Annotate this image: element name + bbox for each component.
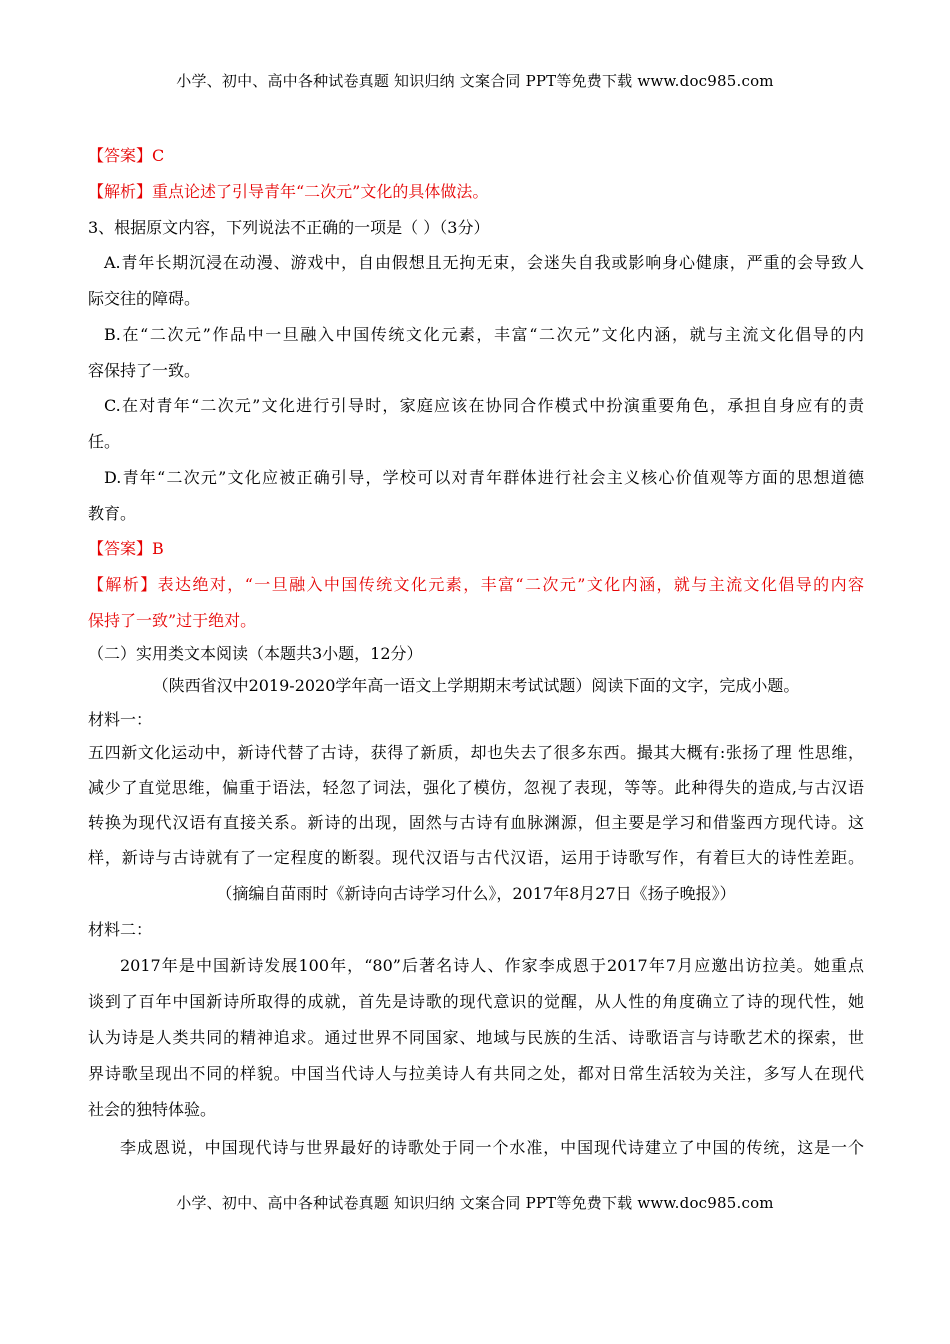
- q3-analysis-line2: 保持了一致”过于绝对。: [88, 611, 257, 630]
- material2-p1-line1: 2017年是中国新诗发展100年，“80”后著名诗人、作家李成恩于2017年7月应邀出访拉美。她重点: [120, 956, 864, 975]
- material2-p1-line3: 认为诗是人类共同的精神追求。通过世界不同国家、地域与民族的生活、诗歌语言与诗歌艺术的探索，世: [88, 1028, 864, 1047]
- material1-citation: （摘编自苗雨时《新诗向古诗学习什么》，2017年8月27日《扬子晚报》）: [216, 884, 736, 903]
- q3-option-c-line2: 任。: [88, 432, 121, 451]
- q3-option-d-line1: D.青年“二次元”文化应被正确引导，学校可以对青年群体进行社会主义核心价值观等方面的思想道德: [104, 468, 864, 487]
- q3-analysis-line1: 【解析】表达绝对，“一旦融入中国传统文化元素，丰富“二次元”文化内涵，就与主流文化倡导的内容: [88, 575, 864, 594]
- material2-p1-line5: 社会的独特体验。: [88, 1100, 217, 1119]
- q3-stem: 3、根据原文内容，下列说法不正确的一项是（ ）（3分）: [88, 218, 490, 237]
- q2-answer: 【答案】C: [88, 146, 165, 165]
- section2-title: （二）实用类文本阅读（本题共3小题，12分）: [88, 644, 423, 663]
- material2-p1-line4: 界诗歌呈现出不同的样貌。中国当代诗人与拉美诗人有共同之处，都对日常生活较为关注，多写人在现代: [88, 1064, 864, 1083]
- q3-option-a-line1: A.青年长期沉浸在动漫、游戏中，自由假想且无拘无束，会迷失自我或影响身心健康，严重的会导致人: [104, 253, 864, 272]
- page-footer: 小学、初中、高中各种试卷真题 知识归纳 文案合同 PPT等免费下载 www.doc985.com: [176, 1194, 774, 1212]
- material2-label: 材料二：: [88, 920, 153, 939]
- q2-analysis: 【解析】重点论述了引导青年“二次元”文化的具体做法。: [88, 182, 489, 201]
- q3-option-b-line2: 容保持了一致。: [88, 361, 201, 380]
- material1-label: 材料一：: [88, 710, 153, 729]
- section2-source: （陕西省汉中2019-2020学年高一语文上学期期末考试试题）阅读下面的文字，完成小题。: [152, 676, 800, 695]
- q3-option-d-line2: 教育。: [88, 504, 137, 523]
- material1-line3: 转换为现代汉语有直接关系。新诗的出现，固然与古诗有血脉渊源，但主要是学习和借鉴西方现代诗。这: [88, 813, 864, 832]
- page-header: 小学、初中、高中各种试卷真题 知识归纳 文案合同 PPT等免费下载 www.doc985.com: [176, 72, 774, 90]
- material2-p2-line1: 李成恩说，中国现代诗与世界最好的诗歌处于同一个水准，中国现代诗建立了中国的传统，这是一个: [120, 1138, 864, 1157]
- q3-option-b-line1: B.在“二次元”作品中一旦融入中国传统文化元素，丰富“二次元”文化内涵，就与主流文化倡导的内: [104, 325, 864, 344]
- q3-option-a-line2: 际交往的障碍。: [88, 289, 201, 308]
- material1-line1: 五四新文化运动中，新诗代替了古诗，获得了新质，却也失去了很多东西。撮其大概有:张扬了理 性思维，: [88, 743, 864, 762]
- q3-answer: 【答案】B: [88, 539, 164, 558]
- material1-line4: 样，新诗与古诗就有了一定程度的断裂。现代汉语与古代汉语，运用于诗歌写作，有着巨大的诗性差距。: [88, 848, 864, 867]
- material1-line2: 减少了直觉思维，偏重于语法，轻忽了词法，强化了模仿，忽视了表现，等等。此种得失的造成,与古汉语: [88, 778, 864, 797]
- material2-p1-line2: 谈到了百年中国新诗所取得的成就，首先是诗歌的现代意识的觉醒，从人性的角度确立了诗的现代性，她: [88, 992, 864, 1011]
- q3-option-c-line1: C.在对青年“二次元”文化进行引导时，家庭应该在协同合作模式中扮演重要角色，承担自身应有的责: [104, 396, 864, 415]
